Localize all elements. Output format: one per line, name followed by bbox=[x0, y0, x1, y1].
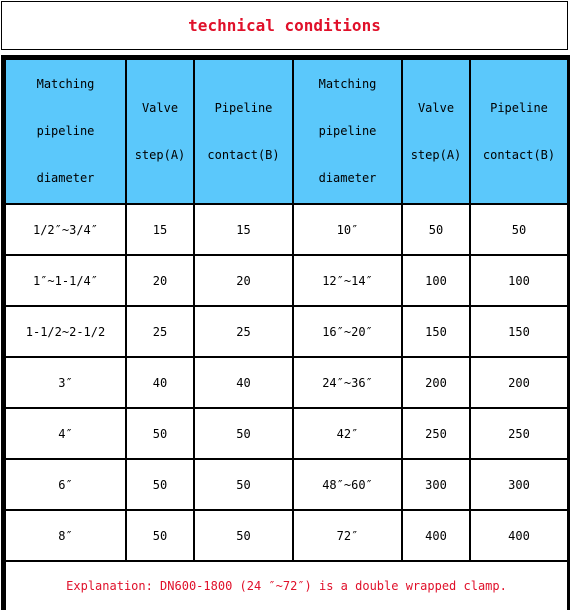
table-cell: 25 bbox=[195, 307, 292, 356]
table-cell: 100 bbox=[403, 256, 469, 305]
table-cell: 4″ bbox=[6, 409, 125, 458]
table-cell: 50 bbox=[127, 511, 193, 560]
table-cell: 20 bbox=[127, 256, 193, 305]
specification-table-frame bbox=[1, 55, 570, 610]
header-valve-step-2: Valve step(A) bbox=[403, 60, 469, 203]
table-cell: 42″ bbox=[294, 409, 401, 458]
table-cell: 400 bbox=[471, 511, 567, 560]
table-cell: 100 bbox=[471, 256, 567, 305]
table-cell: 1/2″~3/4″ bbox=[6, 205, 125, 254]
table-cell: 6″ bbox=[6, 460, 125, 509]
table-cell: 50 bbox=[127, 409, 193, 458]
header-matching-diameter-1: Matching pipeline diameter bbox=[6, 60, 125, 203]
table-cell: 50 bbox=[127, 460, 193, 509]
header-valve-step-1: Valve step(A) bbox=[127, 60, 193, 203]
table-cell: 250 bbox=[471, 409, 567, 458]
table-cell: 10″ bbox=[294, 205, 401, 254]
table-cell: 50 bbox=[471, 205, 567, 254]
header-row bbox=[6, 60, 567, 203]
table-cell: 8″ bbox=[6, 511, 125, 560]
table-cell: 24″~36″ bbox=[294, 358, 401, 407]
page-title: technical conditions bbox=[1, 1, 568, 50]
table-cell: 1-1/2~2-1/2 bbox=[6, 307, 125, 356]
table-cell: 72″ bbox=[294, 511, 401, 560]
table-cell: 1″~1-1/4″ bbox=[6, 256, 125, 305]
header-matching-diameter-2: Matching pipeline diameter bbox=[294, 60, 401, 203]
table-cell: 250 bbox=[403, 409, 469, 458]
table-cell: 300 bbox=[471, 460, 567, 509]
table-cell: 200 bbox=[403, 358, 469, 407]
table-row bbox=[6, 460, 567, 509]
table-row bbox=[6, 511, 567, 560]
table-row bbox=[6, 409, 567, 458]
explanation-note: Explanation: DN600-1800 (24 ″~72″) is a double wrapped clamp. bbox=[6, 562, 567, 610]
table-cell: 15 bbox=[127, 205, 193, 254]
table-cell: 40 bbox=[127, 358, 193, 407]
table-cell: 400 bbox=[403, 511, 469, 560]
header-pipeline-contact-1: Pipeline contact(B) bbox=[195, 60, 292, 203]
table-cell: 40 bbox=[195, 358, 292, 407]
table-row bbox=[6, 307, 567, 356]
table-cell: 150 bbox=[471, 307, 567, 356]
table-cell: 50 bbox=[195, 511, 292, 560]
table-cell: 200 bbox=[471, 358, 567, 407]
header-pipeline-contact-2: Pipeline contact(B) bbox=[471, 60, 567, 203]
specification-table bbox=[4, 58, 569, 612]
table-cell: 20 bbox=[195, 256, 292, 305]
table-cell: 15 bbox=[195, 205, 292, 254]
table-cell: 3″ bbox=[6, 358, 125, 407]
table-row bbox=[6, 205, 567, 254]
table-row bbox=[6, 358, 567, 407]
table-row bbox=[6, 256, 567, 305]
table-cell: 48″~60″ bbox=[294, 460, 401, 509]
table-cell: 50 bbox=[195, 460, 292, 509]
table-cell: 150 bbox=[403, 307, 469, 356]
table-cell: 16″~20″ bbox=[294, 307, 401, 356]
table-cell: 12″~14″ bbox=[294, 256, 401, 305]
table-cell: 50 bbox=[403, 205, 469, 254]
table-cell: 25 bbox=[127, 307, 193, 356]
table-cell: 300 bbox=[403, 460, 469, 509]
note-row bbox=[6, 562, 567, 610]
table-cell: 50 bbox=[195, 409, 292, 458]
